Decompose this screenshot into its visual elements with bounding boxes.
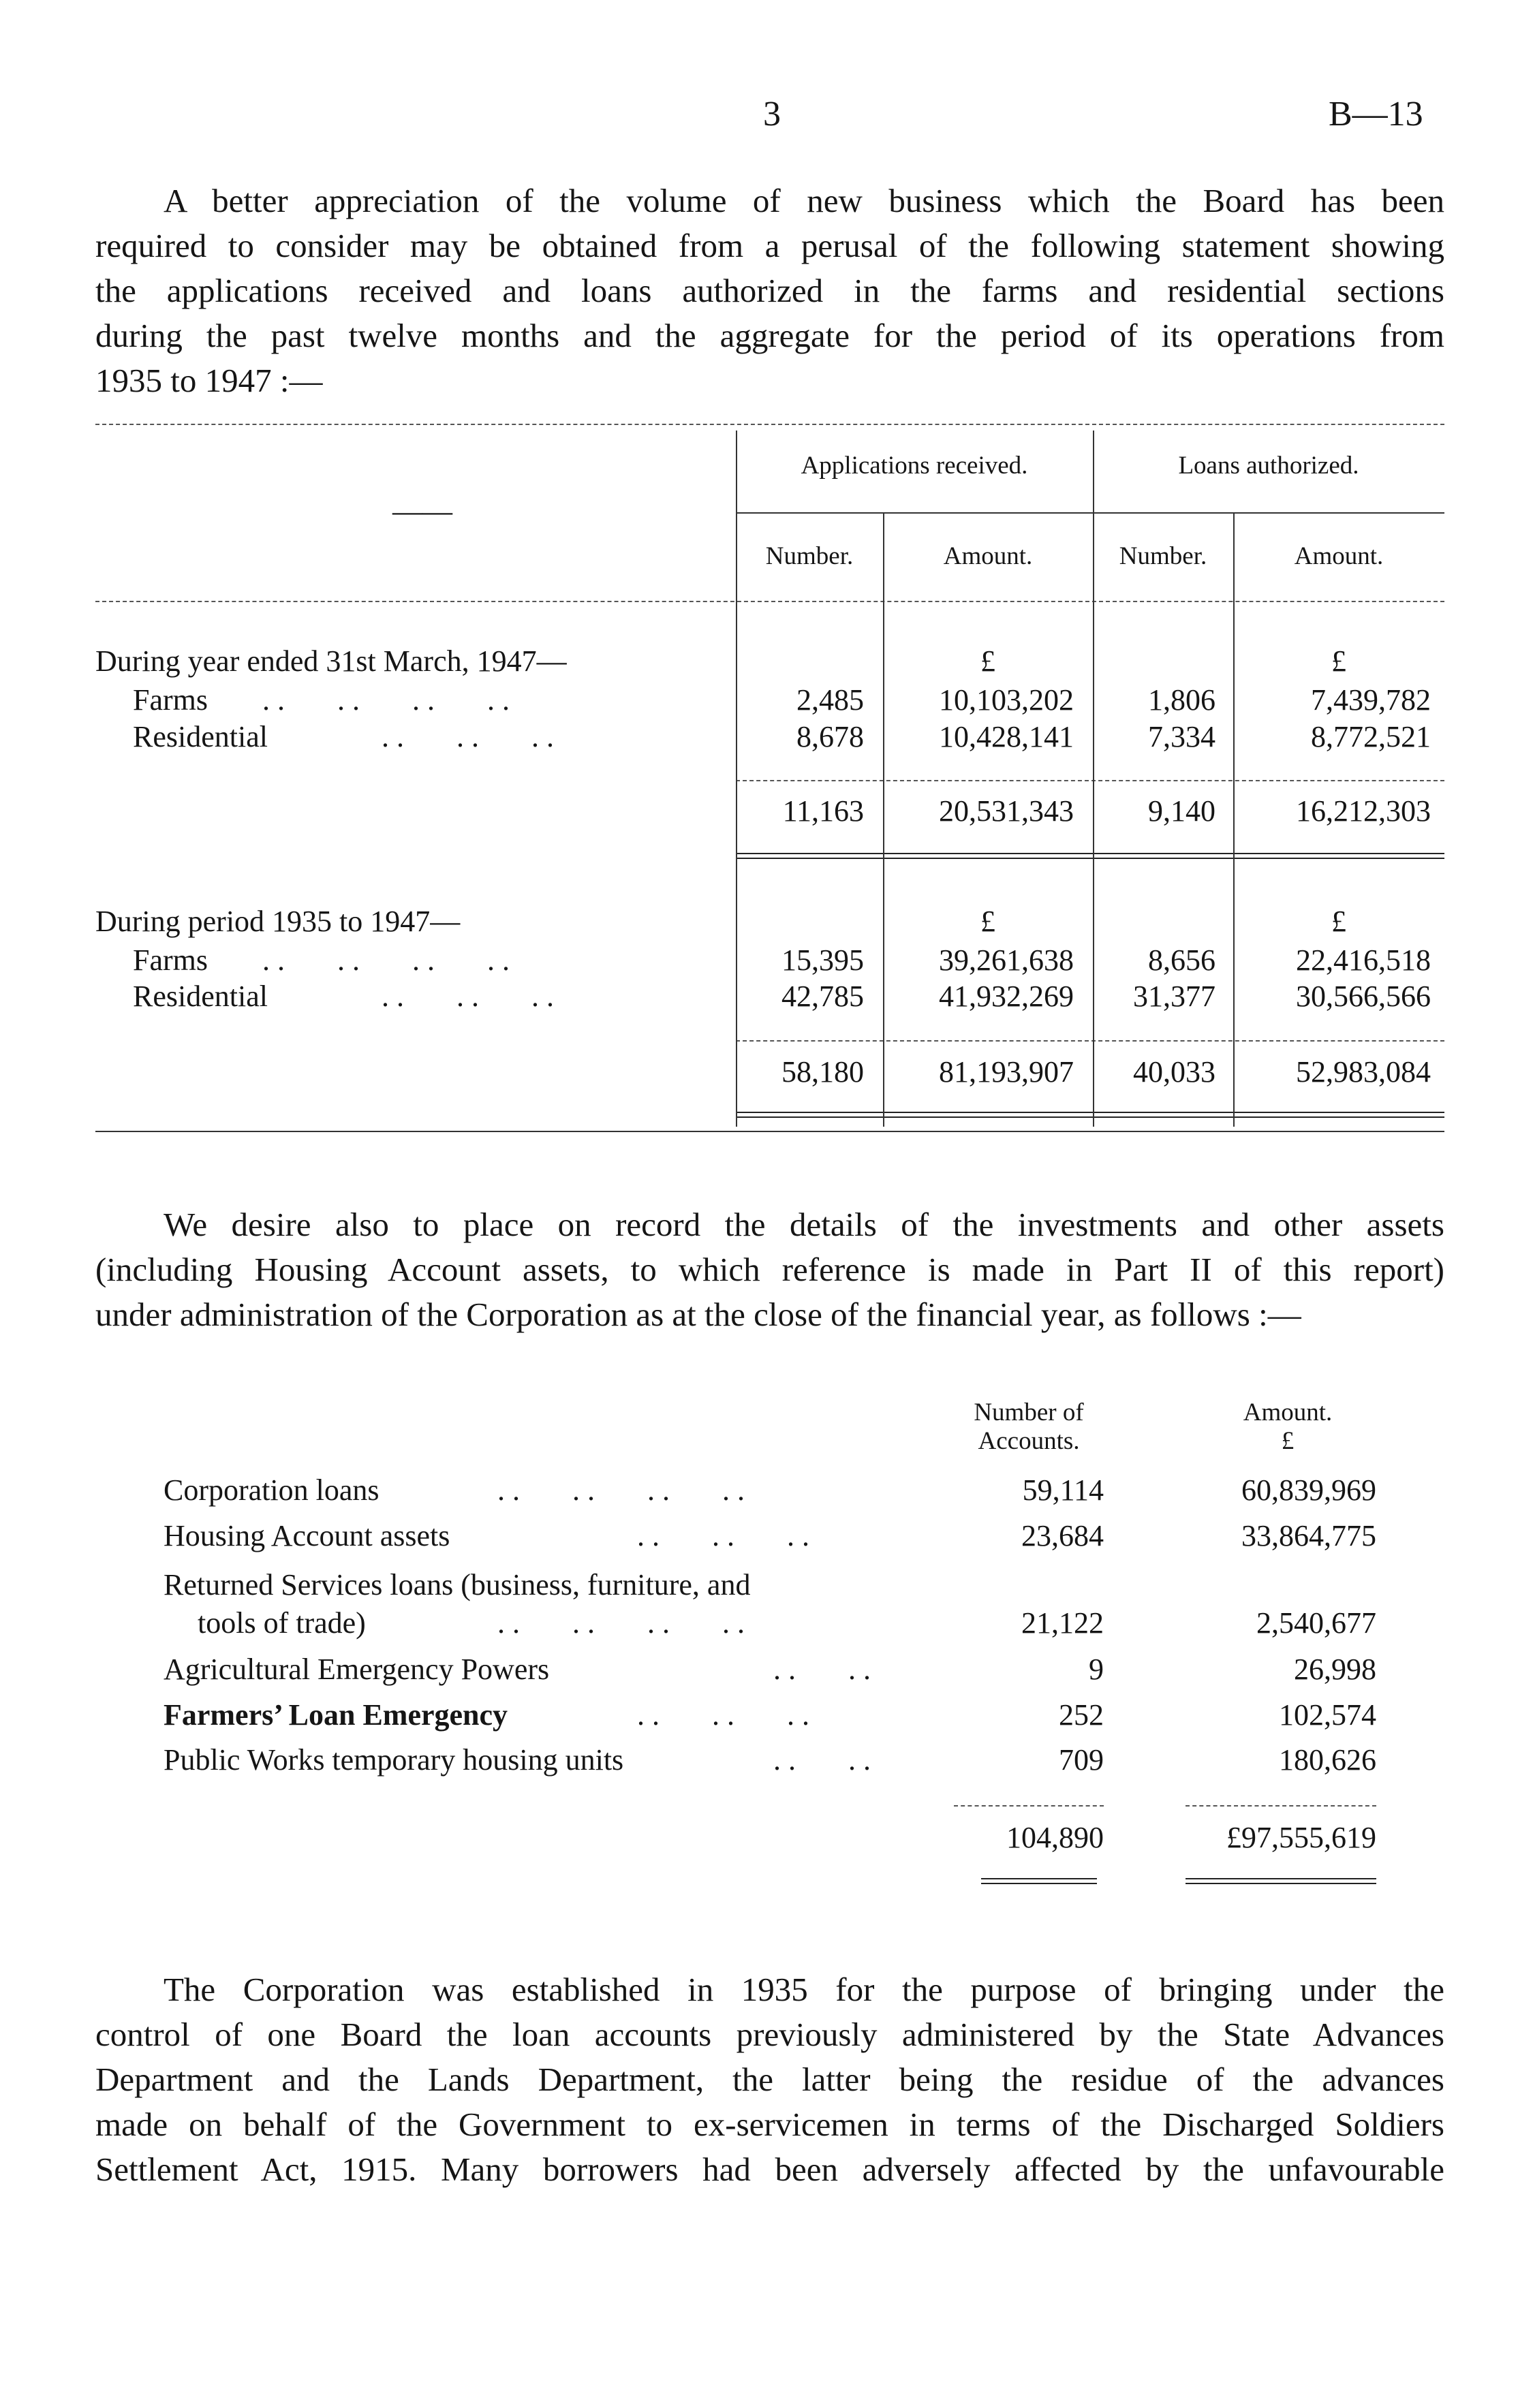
cell-value: 180,626: [1279, 1743, 1376, 1777]
total-double-rule: [736, 853, 1444, 859]
paragraph-line: 1935 to 1947 :—: [95, 362, 323, 399]
column-group-header: Loans authorized.: [1178, 452, 1359, 480]
paragraph-line: during the past twelve months and the aggregate for the period of its operations from: [95, 317, 1444, 354]
total-double-rule: [1186, 1878, 1376, 1884]
dot-leader: . . . .: [773, 1743, 871, 1777]
cell-value: 23,684: [1021, 1519, 1104, 1552]
column-header: Amount.: [1294, 542, 1384, 570]
cell-value: 8,772,521: [1311, 720, 1431, 753]
cell-value: 26,998: [1294, 1653, 1376, 1686]
paragraph-line: control of one Board the loan accounts previously administered by the State Advances: [95, 2016, 1444, 2053]
section-heading: During year ended 31st March, 1947—: [95, 644, 567, 678]
cell-value: 8,678: [796, 720, 864, 753]
paragraph-line: The Corporation was established in 1935 for the purpose of bringing under the: [164, 1971, 1444, 2008]
paragraph-line: made on behalf of the Government to ex-servicemen in terms of the Discharged Soldiers: [95, 2106, 1444, 2143]
group-header-rule: [736, 512, 1444, 514]
report-code: B—13: [1329, 95, 1423, 134]
column-rule: [736, 431, 737, 1127]
table-bottom-rule: [95, 1131, 1444, 1132]
subtotal-rule: [1186, 1805, 1376, 1807]
paragraph-line: A better appreciation of the volume of new business which the Board has been: [164, 182, 1444, 219]
paragraph-line: Settlement Act, 1915. Many borrowers had been adversely affected by the unfavourable: [95, 2151, 1444, 2188]
row-label: Public Works temporary housing units: [164, 1743, 624, 1777]
total-value: 11,163: [782, 794, 864, 828]
intro-paragraph: [95, 178, 1444, 403]
dot-leader: . . . . . . . .: [262, 943, 510, 977]
cell-value: 41,932,269: [939, 980, 1074, 1013]
total-value: 40,033: [1133, 1055, 1215, 1089]
column-header: Number.: [765, 542, 854, 570]
cell-value: 1,806: [1148, 683, 1215, 717]
column-header: Accounts.: [978, 1427, 1080, 1455]
cell-value: 30,566,566: [1296, 980, 1431, 1013]
row-label: Farms: [133, 943, 208, 977]
cell-value: 33,864,775: [1241, 1519, 1376, 1552]
cell-value: 9: [1089, 1653, 1104, 1686]
page-number: 3: [763, 95, 781, 134]
subtotal-rule: [736, 780, 1444, 781]
total-double-rule: [736, 1112, 1444, 1118]
dot-leader: . . . . . . . .: [497, 1606, 745, 1640]
total-value: 16,212,303: [1296, 794, 1431, 828]
cell-value: 7,334: [1148, 720, 1215, 753]
currency-symbol: £: [1331, 905, 1346, 938]
column-header: Number of: [974, 1398, 1084, 1426]
row-label: Farmers’ Loan Emergency: [164, 1698, 508, 1732]
table-top-rule: [95, 424, 1444, 425]
cell-value: 31,377: [1133, 980, 1215, 1013]
dot-leader: . . . . . .: [382, 980, 554, 1013]
corner-dash: ——: [392, 495, 452, 528]
row-label: Farms: [133, 683, 208, 717]
paragraph-line: Department and the Lands Department, the latter being the residue of the advances: [95, 2061, 1444, 2098]
row-label: Agricultural Emergency Powers: [164, 1653, 550, 1686]
cell-value: 102,574: [1279, 1698, 1376, 1732]
dot-leader: . . . .: [773, 1653, 871, 1686]
cell-value: 39,261,638: [939, 943, 1074, 977]
paragraph-line: required to consider may be obtained from a perusal of the following statement showing: [95, 227, 1444, 264]
assets-paragraph: [95, 1202, 1444, 1337]
currency-symbol: £: [980, 644, 995, 678]
subtotal-rule: [954, 1805, 1104, 1807]
total-value: 52,983,084: [1296, 1055, 1431, 1089]
total-value: 104,890: [1006, 1821, 1104, 1854]
cell-value: 8,656: [1148, 943, 1215, 977]
cell-value: 252: [1059, 1698, 1104, 1732]
cell-value: 709: [1059, 1743, 1104, 1777]
cell-value: 59,114: [1022, 1473, 1104, 1507]
closing-paragraph: [95, 1967, 1444, 2192]
currency-symbol: £: [1281, 1427, 1295, 1455]
cell-value: 7,439,782: [1311, 683, 1431, 717]
total-value: 20,531,343: [939, 794, 1074, 828]
row-label: Residential: [133, 720, 268, 753]
paragraph-line: under administration of the Corporation as at the close of the financial year, as follows :—: [95, 1296, 1301, 1333]
paragraph-line: the applications received and loans authorized in the farms and residential sections: [95, 272, 1444, 309]
dot-leader: . . . . . .: [637, 1698, 809, 1732]
row-label: Returned Services loans (business, furniture, and: [164, 1568, 751, 1601]
header-bottom-rule: [95, 601, 1444, 602]
paragraph-line: We desire also to place on record the details of the investments and other assets: [164, 1206, 1444, 1243]
dot-leader: . . . . . . . .: [262, 683, 510, 717]
total-value: 58,180: [781, 1055, 864, 1089]
column-group-header: Applications received.: [801, 452, 1028, 480]
row-label: Residential: [133, 980, 268, 1013]
row-label-continuation: tools of trade): [198, 1606, 366, 1640]
dot-leader: . . . . . . . .: [497, 1473, 745, 1507]
paragraph-line: (including Housing Account assets, to which reference is made in Part II of this report): [95, 1251, 1444, 1288]
cell-value: 10,103,202: [939, 683, 1074, 717]
cell-value: 15,395: [781, 943, 864, 977]
subtotal-rule: [736, 1040, 1444, 1042]
cell-value: 2,485: [796, 683, 864, 717]
total-value: £97,555,619: [1226, 1821, 1376, 1854]
column-header: Number.: [1119, 542, 1207, 570]
column-header: Amount.: [943, 542, 1033, 570]
dot-leader: . . . . . .: [382, 720, 554, 753]
column-rule: [1093, 431, 1094, 1127]
cell-value: 21,122: [1021, 1606, 1104, 1640]
total-double-rule: [981, 1878, 1097, 1884]
total-value: 81,193,907: [939, 1055, 1074, 1089]
currency-symbol: £: [980, 905, 995, 938]
column-header: Amount.: [1243, 1398, 1333, 1426]
row-label: Corporation loans: [164, 1473, 380, 1507]
row-label: Housing Account assets: [164, 1519, 450, 1552]
currency-symbol: £: [1331, 644, 1346, 678]
section-heading: During period 1935 to 1947—: [95, 905, 461, 938]
cell-value: 22,416,518: [1296, 943, 1431, 977]
cell-value: 60,839,969: [1241, 1473, 1376, 1507]
total-value: 9,140: [1148, 794, 1215, 828]
dot-leader: . . . . . .: [637, 1519, 809, 1552]
cell-value: 2,540,677: [1256, 1606, 1376, 1640]
cell-value: 10,428,141: [939, 720, 1074, 753]
cell-value: 42,785: [781, 980, 864, 1013]
